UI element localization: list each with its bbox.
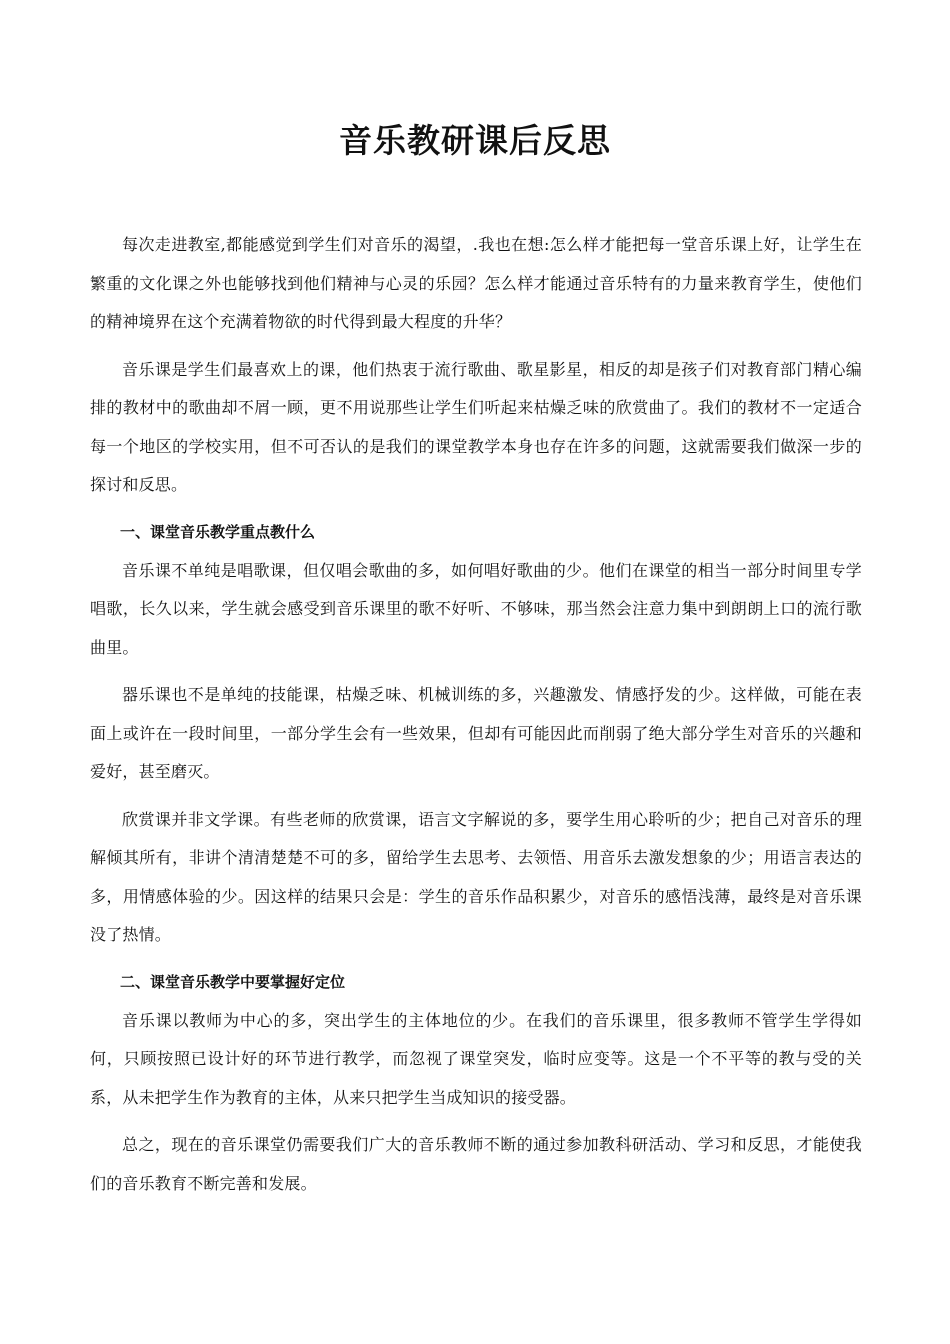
paragraph-appreciation: 欣赏课并非文学课。有些老师的欣赏课，语言文字解说的多，要学生用心聆听的少；把自己对音乐的理解倾其所有，非讲个清清楚楚不可的多，留给学生去思考、去领悟、用音乐去激发想象的少；用语言表达的多，用情感体验的少。因这样的结果只会是：学生的音乐作品积累少，对音乐的感悟浅薄，最终是对音乐课没了热情。 bbox=[90, 809, 862, 944]
paragraph-instrumental: 器乐课也不是单纯的技能课，枯燥乏味、机械训练的多，兴趣激发、情感抒发的少。这样做，可能在表面上或许在一段时间里，一部分学生会有一些效果，但却有可能因此而削弱了绝大部分学生对音乐的兴趣和爱好，甚至磨灭。 bbox=[90, 685, 862, 781]
paragraph-problems: 音乐课是学生们最喜欢上的课，他们热衷于流行歌曲、歌星影星，相反的却是孩子们对教育部门精心编排的教材中的歌曲却不屑一顾，更不用说那些让学生们听起来枯燥乏味的欣赏曲了。我们的教材不一定适合每一个地区的学校实用，但不可否认的是我们的课堂教学本身也存在许多的问题，这就需要我们做深一步的探讨和反思。 bbox=[90, 359, 862, 494]
section-heading-1: 一、课堂音乐教学重点教什么 bbox=[120, 522, 316, 541]
paragraph-singing: 音乐课不单纯是唱歌课，但仅唱会歌曲的多，如何唱好歌曲的少。他们在课堂的相当一部分时间里专学唱歌，长久以来，学生就会感受到音乐课里的歌不好听、不够味，那当然会注意力集中到朗朗上口的流行歌曲里。 bbox=[90, 560, 862, 657]
document-body bbox=[90, 226, 862, 1212]
section-heading-2: 二、课堂音乐教学中要掌握好定位 bbox=[120, 972, 346, 991]
paragraph-conclusion: 总之，现在的音乐课堂仍需要我们广大的音乐教师不断的通过参加教科研活动、学习和反思，才能使我们的音乐教育不断完善和发展。 bbox=[90, 1135, 862, 1193]
page-title: 音乐教研课后反思 bbox=[339, 121, 611, 160]
paragraph-positioning: 音乐课以教师为中心的多，突出学生的主体地位的少。在我们的音乐课里，很多教师不管学生学得如何，只顾按照已设计好的环节进行教学，而忽视了课堂突发，临时应变等。这是一个不平等的教与受的关系，从未把学生作为教育的主体，从来只把学生当成知识的接受器。 bbox=[90, 1010, 862, 1107]
paragraph-intro: 每次走进教室,都能感觉到学生们对音乐的渴望，.我也在想:怎么样才能把每一堂音乐课上好，让学生在繁重的文化课之外也能够找到他们精神与心灵的乐园？怎么样才能通过音乐特有的力量来教育学生，使他们的精神境界在这个充满着物欲的时代得到最大程度的升华？ bbox=[90, 235, 862, 331]
